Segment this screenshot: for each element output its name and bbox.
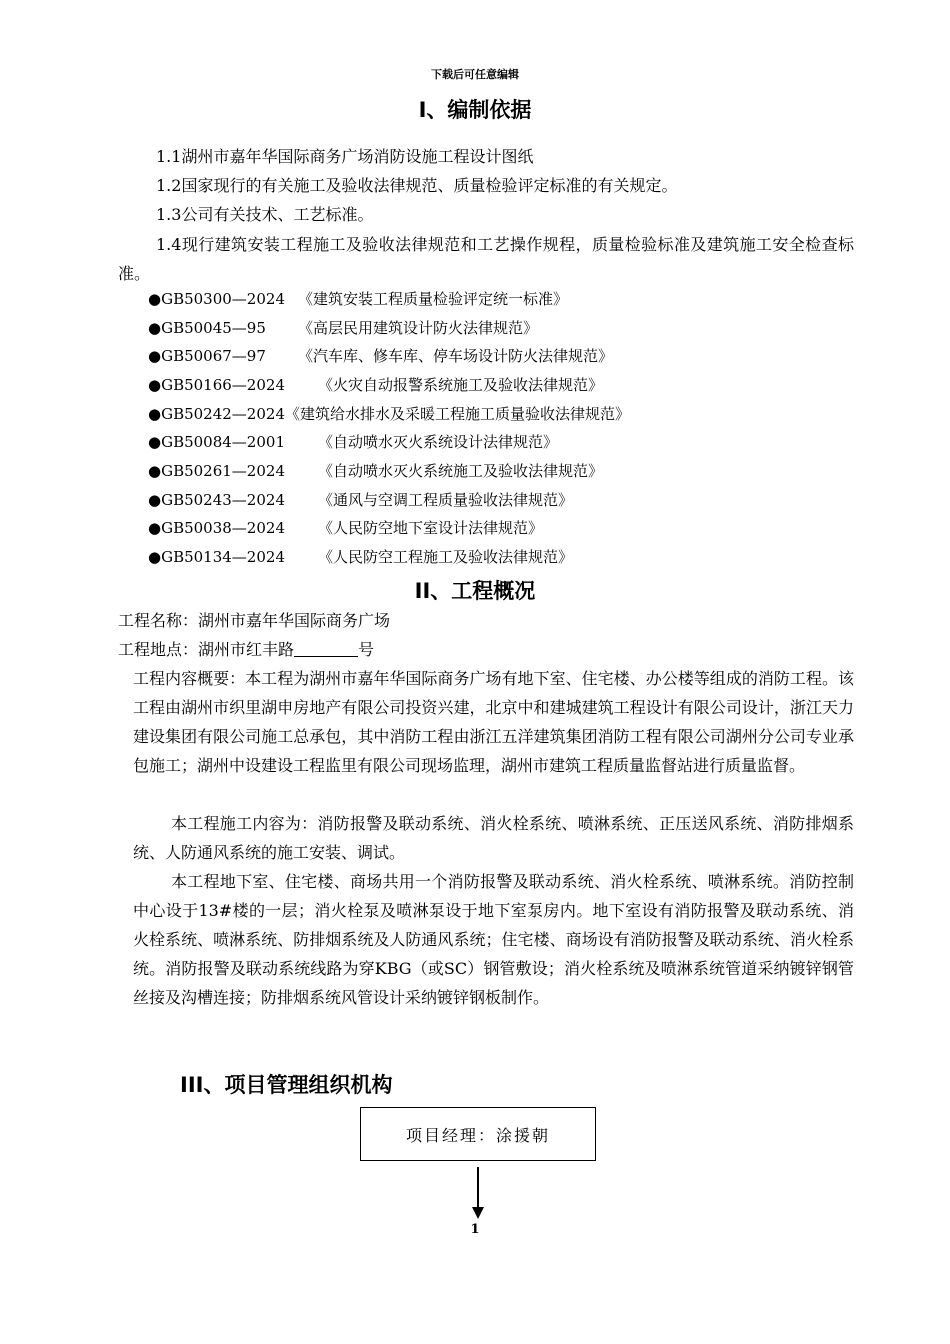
page-number: 1	[470, 1222, 480, 1237]
standard-code: ●GB50067—97	[148, 347, 266, 365]
project-details: 本工程地下室、住宅楼、商场共用一个消防报警及联动系统、消火栓系统、喷淋系统。消防控制中心设于13#楼的一层；消火栓泵及喷淋泵设于地下室泵房内。地下室设有消防报警及联动系统、消火栓系统、喷淋系统、防排烟系统及人防通风系统；住宅楼、商场设有消防报警及联动系统、消火栓系统。消防报警及联动系统线路为穿KBG（或SC）钢管敷设；消火栓系统及喷淋系统管道采纳镀锌钢管丝接及沟槽连接；防排烟系统风管设计采纳镀锌钢板制作。	[133, 872, 854, 1007]
standard-item	[148, 517, 543, 539]
standard-item	[148, 317, 538, 339]
standard-code: ●GB50300—2024	[148, 290, 285, 308]
project-location-prefix: 工程地点：湖州市红丰路	[118, 640, 295, 659]
standard-item	[148, 546, 573, 568]
section-heading-organization: III、项目管理组织机构	[180, 1073, 393, 1097]
standard-item	[148, 374, 603, 396]
section-heading-overview: II、工程概况	[414, 579, 536, 603]
project-overview: 工程内容概要：本工程为湖州市嘉年华国际商务广场有地下室、住宅楼、办公楼等组成的消防工程。该工程由湖州市织里湖申房地产有限公司投资兴建，北京中和建城建筑工程设计有限公司设计，浙江天力建设集团有限公司施工总承包，其中消防工程由浙江五洋建筑集团消防工程有限公司湖州分公司专业承包施工；湖州中设建设工程监里有限公司现场监理，湖州市建筑工程质量监督站进行质量监督。	[133, 669, 854, 775]
standard-item	[148, 431, 558, 453]
basis-item-3: 1.3公司有关技术、工艺标准。	[156, 205, 374, 224]
standard-item	[148, 288, 568, 310]
standard-title: 《火灾自动报警系统施工及验收法律规范》	[318, 376, 604, 394]
standard-title: 《自动喷水灭火系统设计法律规范》	[318, 433, 559, 451]
standard-title: 《人民防空地下室设计法律规范》	[318, 519, 544, 537]
standard-title: 《汽车库、修车库、停车场设计防火法律规范》	[298, 347, 614, 365]
standard-title: 《人民防空工程施工及验收法律规范》	[318, 548, 574, 566]
standard-code: ●GB50038—2024	[148, 519, 285, 537]
standard-title: 《高层民用建筑设计防火法律规范》	[298, 319, 539, 337]
project-location	[118, 638, 374, 662]
project-manager-box: 项目经理：涂援朝	[360, 1107, 596, 1161]
header-note: 下载后可任意编辑	[431, 68, 519, 81]
standard-code: ●GB50084—2001	[148, 433, 285, 451]
standard-code: ●GB50243—2024	[148, 491, 285, 509]
basis-item-1: 1.1湖州市嘉年华国际商务广场消防设施工程设计图纸	[156, 147, 534, 166]
location-blank	[294, 640, 358, 657]
standard-item	[148, 345, 613, 367]
org-arrow-line	[477, 1167, 479, 1207]
section-heading-basis: I、编制依据	[418, 98, 532, 122]
project-name: 工程名称：湖州市嘉年华国际商务广场	[118, 611, 391, 630]
standard-code: ●GB50045—95	[148, 319, 266, 337]
standard-title: 《通风与空调工程质量验收法律规范》	[318, 491, 574, 509]
standard-item	[148, 460, 603, 482]
project-scope: 本工程施工内容为：消防报警及联动系统、消火栓系统、喷淋系统、正压送风系统、消防排烟系统、人防通风系统的施工安装、调试。	[133, 814, 854, 862]
arrow-down-icon	[472, 1207, 484, 1219]
basis-item-2: 1.2国家现行的有关施工及验收法律规范、质量检验评定标准的有关规定。	[156, 176, 678, 195]
standard-code: ●GB50261—2024	[148, 462, 285, 480]
basis-item-4: 1.4现行建筑安装工程施工及验收法律规范和工艺操作规程，质量检验标准及建筑施工安全检查标准。	[118, 235, 854, 283]
standard-code: ●GB50134—2024	[148, 548, 285, 566]
standard-code: ●GB50242—2024	[148, 405, 285, 423]
standard-title: 《建筑安装工程质量检验评定统一标准》	[298, 290, 569, 308]
standard-title: 《建筑给水排水及采暖工程施工质量验收法律规范》	[285, 405, 631, 423]
standard-item	[148, 489, 573, 511]
standard-item	[148, 403, 630, 425]
standard-title: 《自动喷水灭火系统施工及验收法律规范》	[318, 462, 604, 480]
project-location-suffix: 号	[358, 640, 375, 659]
standard-code: ●GB50166—2024	[148, 376, 285, 394]
